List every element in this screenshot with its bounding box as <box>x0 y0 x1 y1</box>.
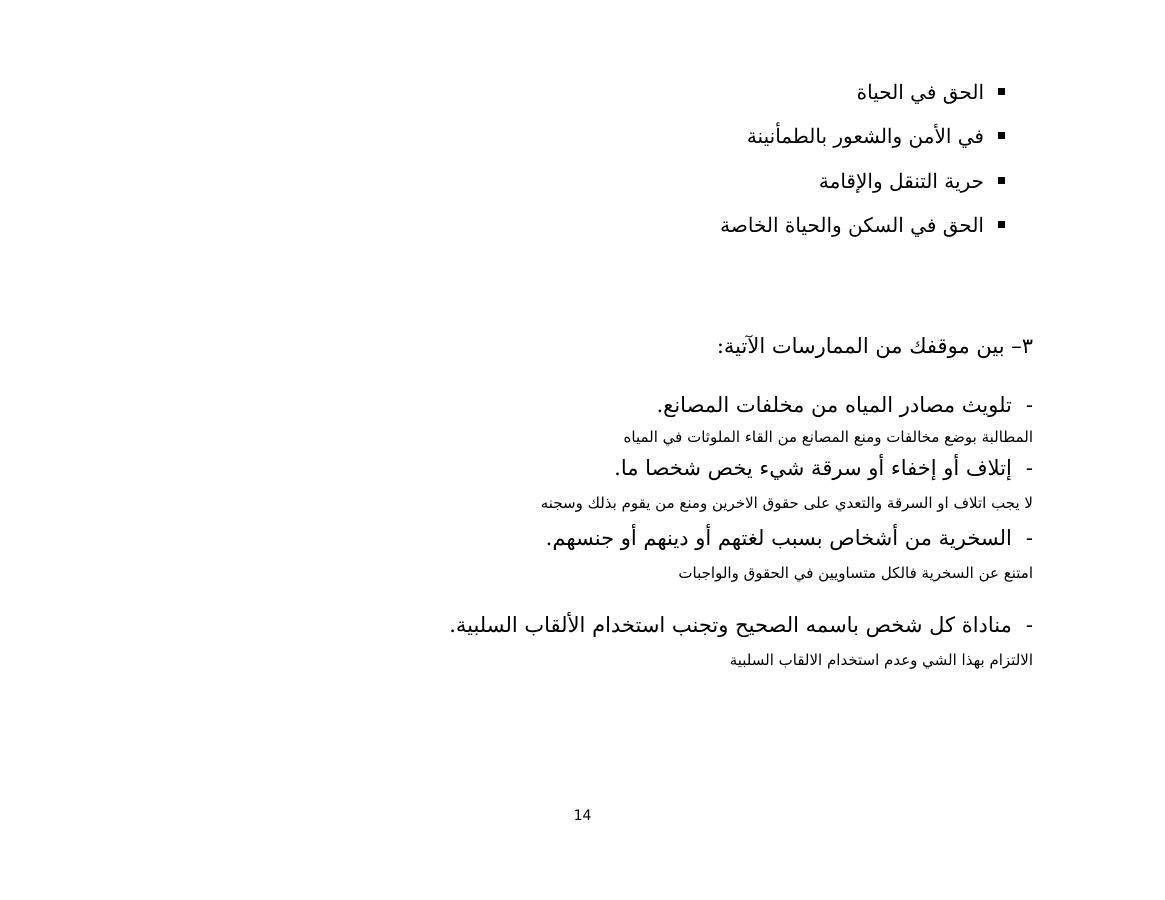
answer-text: المطالبة بوضع مخالفات ومنع المصانع من القاء الملوثات في المياه <box>623 428 1033 446</box>
section-heading: ٣– بين موقفك من الممارسات الآتية: <box>716 334 1033 358</box>
dash-marker: - <box>1025 526 1033 550</box>
page-number: 14 <box>573 808 592 824</box>
square-bullet-icon <box>998 221 1005 228</box>
dash-marker: - <box>1025 456 1033 480</box>
practice-item <box>546 526 1033 550</box>
practice-text: السخرية من أشخاص بسبب لغتهم أو دينهم أو جنسهم. <box>545 526 1012 550</box>
bullet-text: في الأمن والشعور بالطمأنينة <box>746 124 984 148</box>
practice-item <box>656 393 1033 417</box>
bullet-text: الحق في الحياة <box>856 80 984 104</box>
square-bullet-icon <box>998 88 1005 95</box>
square-bullet-icon <box>998 132 1005 139</box>
answer-text: امتنع عن السخرية فالكل متساويين في الحقوق والواجبات <box>678 564 1033 582</box>
bullet-text: حرية التنقل والإقامة <box>818 169 984 193</box>
answer-text: لا يجب اتلاف او السرقة والتعدي على حقوق الاخرين ومنع من يقوم بذلك وسجنه <box>540 494 1033 512</box>
practice-text: تلويث مصادر المياه من مخلفات المصانع. <box>656 393 1012 417</box>
answer-text: الالتزام بهذا الشي وعدم استخدام الالقاب السلبية <box>729 651 1033 669</box>
practice-text: مناداة كل شخص باسمه الصحيح وتجنب استخدام الألقاب السلبية. <box>449 613 1012 637</box>
practice-item <box>614 456 1033 480</box>
bullet-item <box>747 124 1005 148</box>
bullet-item <box>857 80 1005 104</box>
dash-marker: - <box>1025 393 1033 417</box>
practice-item <box>449 613 1033 637</box>
bullet-text: الحق في السكن والحياة الخاصة <box>720 213 984 237</box>
bullet-item <box>720 213 1005 237</box>
dash-marker: - <box>1025 613 1033 637</box>
practice-text: إتلاف أو إخفاء أو سرقة شيء يخص شخصا ما. <box>614 456 1012 480</box>
square-bullet-icon <box>998 177 1005 184</box>
bullet-item <box>819 169 1005 193</box>
